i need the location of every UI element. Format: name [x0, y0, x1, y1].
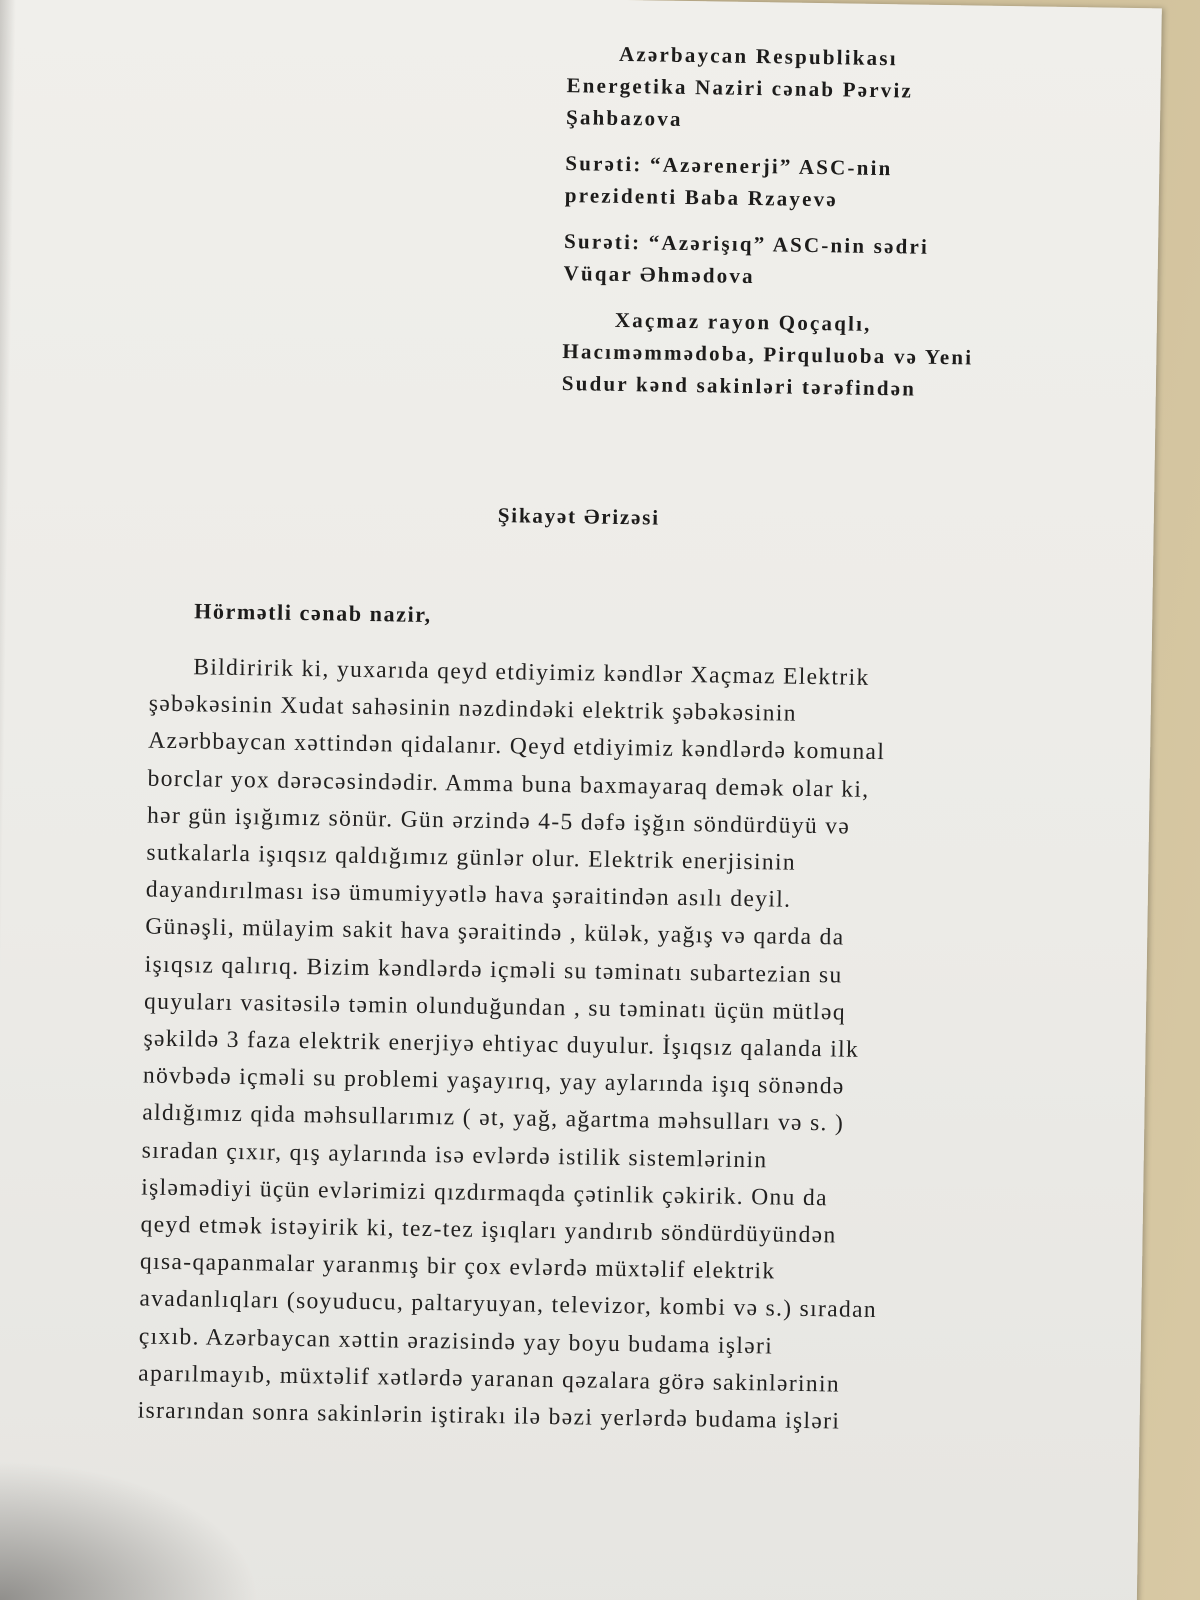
addressee-line-1: Azərbaycan Respublikası [618, 41, 898, 71]
body-line: şəbəkəsinin Xudat sahəsinin nəzdindəki elektrik şəbəkəsinin [148, 690, 798, 727]
sender-block [562, 303, 1123, 408]
copy2-line-2: Vüqar Əhmədova [563, 261, 755, 289]
recipient-block [561, 37, 1127, 422]
body-line: qısa-qapanmalar yaranmış bir çox evlərdə müxtəlif elektrik [139, 1248, 776, 1285]
document-title: Şikayət Ərizəsi [497, 503, 661, 530]
body-line: avadanlıqları (soyuducu, paltaryuyan, televizor, kombi və s.) sıradan [139, 1285, 878, 1324]
body-line: Günəşli, mülayim sakit hava şəraitində , külək, yağış və qarda da [145, 913, 845, 951]
body-line: sutkalarla işıqsız qaldığımız günlər olur. Elektrik enerjisinin [146, 839, 797, 876]
body-line: aparılmayıb, müxtəlif xətlərdə yaranan qəzalara görə sakinlərinin [138, 1360, 841, 1398]
copy1-line-2: prezidenti Baba Rzayevə [564, 183, 839, 212]
body-line: hər gün işığımız sönür. Gün ərzində 4-5 dəfə işğın söndürdüyü və [146, 802, 851, 840]
body-line: quyuları vasitəsilə təmin olunduğundan , su təminatı üçün mütləq [143, 988, 847, 1026]
sender-line-1: Xaçmaz rayon Qoçaqlı, [614, 307, 872, 336]
copy1-line-1: Surəti: “Azərenerji” ASC-nin [565, 151, 893, 181]
addressee-line-2: Energetika Naziri cənab Pərviz [566, 73, 914, 103]
body-line: borclar yox dərəcəsindədir. Amma buna baxmayaraq demək olar ki, [147, 765, 870, 803]
body-line: israrından sonra sakinlərin iştirakı ilə bəzi yerlərdə budama işləri [137, 1397, 841, 1435]
sender-line-3: Sudur kənd sakinləri tərəfindən [561, 371, 917, 401]
greeting: Hörmətli cənab nazir, [194, 598, 432, 628]
body-line: qeyd etmək istəyirik ki, tez-tez işıqları yandırıb söndürdüyündən [140, 1211, 837, 1249]
addressee-line-3: Şahbazova [565, 105, 683, 131]
copy-recipient-azerenerji [565, 147, 1126, 220]
letter-body [137, 649, 1109, 1445]
sender-line-2: Hacıməmmədoba, Pirquluoba və Yeni [562, 339, 974, 370]
body-line: işləmədiyi üçün evlərimizi qızdırmaqda çətinlik çəkirik. Onu da [141, 1174, 829, 1212]
page-edge-shadow [0, 0, 16, 1590]
body-line: sıradan çıxır, qış aylarında isə evlərdə istilik sistemlərinin [141, 1137, 768, 1173]
body-line: növbədə içməli su problemi yaşayırıq, yay aylarında işıq sönəndə [142, 1062, 845, 1100]
body-line: işıqsız qalırıq. Bizim kəndlərdə içməli su təminatı subartezian su [144, 951, 843, 989]
body-line: Azərbbaycan xəttindən qidalanır. Qeyd etdiyimiz kəndlərdə komunal [148, 727, 886, 766]
body-line: şəkildə 3 faza elektrik enerjiyə ehtiyac duyulur. İşıqsız qalanda ilk [143, 1025, 860, 1063]
corner-shadow [0, 1460, 260, 1600]
body-line: aldığımız qida məhsullarımız ( ət, yağ, ağartma məhsulları və s. ) [142, 1099, 845, 1137]
copy-recipient-azerisiq [563, 225, 1124, 298]
body-line: dayandırılması isə ümumiyyətlə hava şəraitindən asılı deyil. [145, 876, 792, 913]
body-line: çıxıb. Azərbaycan xəttin ərazisində yay boyu budama işləri [138, 1323, 774, 1360]
addressee-minister [566, 37, 1127, 142]
body-line: Bildiririk ki, yuxarıda qeyd etdiyimiz kəndlər Xaçmaz Elektrik [193, 654, 870, 691]
copy2-line-1: Surəti: “Azərişıq” ASC-nin sədri [563, 229, 930, 259]
